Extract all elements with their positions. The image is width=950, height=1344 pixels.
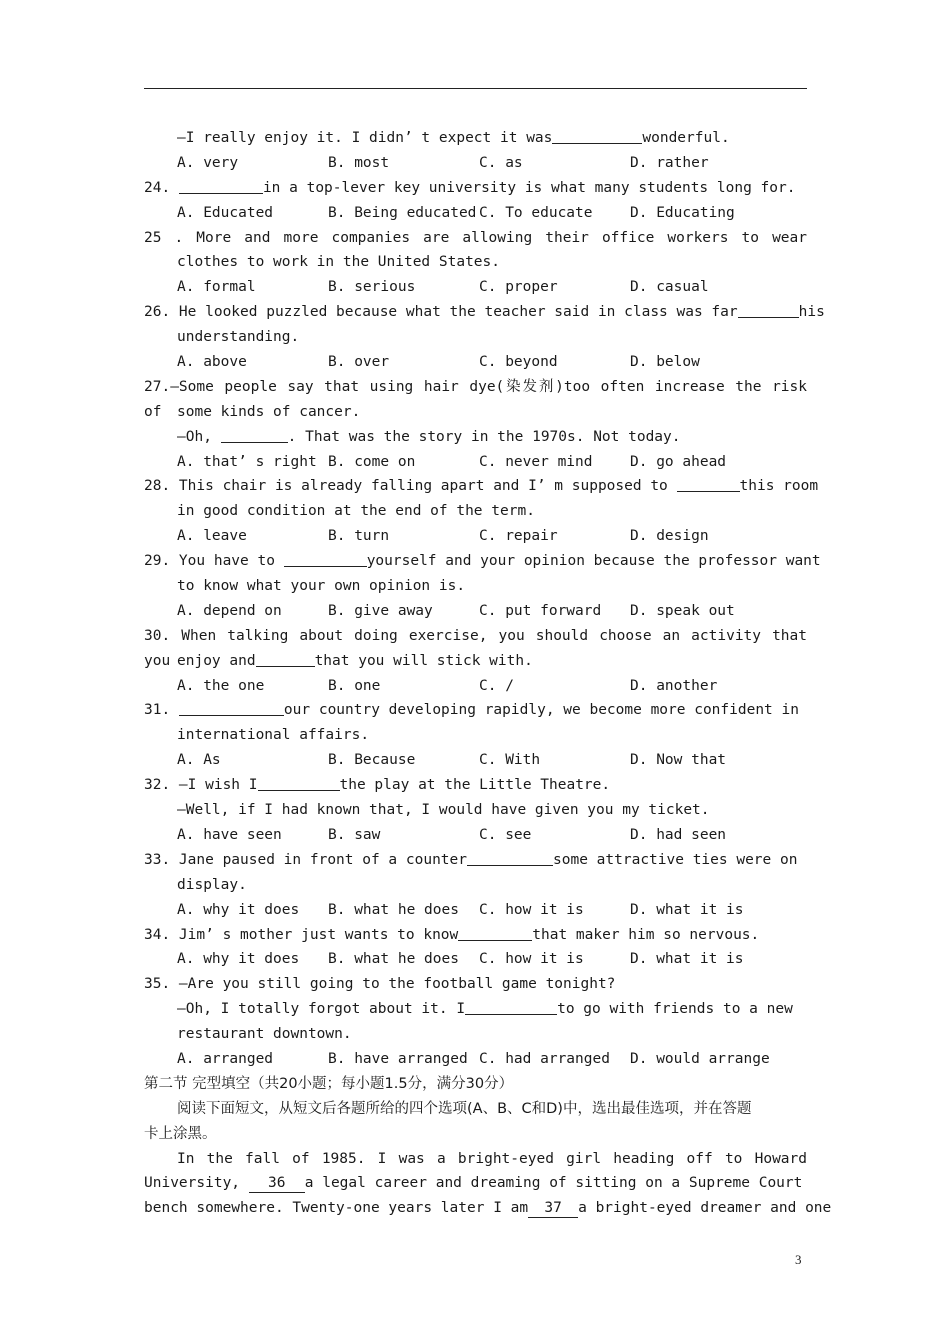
q26-option-b: B. over: [328, 354, 390, 371]
q26-option-d: D. below: [630, 354, 700, 371]
q32-options: [144, 823, 807, 848]
passage-line3: [144, 1196, 832, 1221]
q29-blank: [284, 551, 367, 567]
q30-option-a: A. the one: [177, 677, 265, 694]
q33-option-b: B. what he does: [328, 901, 459, 918]
q35-stem-line3: restaurant downtown.: [177, 1026, 352, 1043]
q35-options: [144, 1047, 807, 1072]
blank-36: 36: [249, 1174, 305, 1193]
q29-text-b: yourself and your opinion because the professor want: [366, 553, 821, 570]
q32-blank: [258, 775, 340, 791]
q23-blank: [552, 128, 642, 144]
passage-line1: In the fall of 1985. I was a bright-eyed girl heading off to Howard: [177, 1150, 807, 1167]
q32-stem-line2: —Well, if I had known that, I would have given you my ticket.: [177, 802, 710, 819]
q27-stem-line2: some kinds of cancer.: [177, 403, 361, 420]
q31-text-a: 31.: [144, 702, 179, 719]
q32-option-c: C. see: [479, 826, 532, 843]
q28-stem-line1: [144, 474, 819, 499]
passage-line2: [144, 1171, 807, 1196]
q34-option-c: C. how it is: [479, 951, 584, 968]
q33-blank: [467, 850, 553, 866]
q30-text-b: that you will stick with.: [314, 652, 533, 669]
section2-instruction-line2: 卡上涂黑。: [144, 1125, 217, 1142]
q25-option-c: C. proper: [479, 279, 558, 296]
q25-stem-line1: 25 . More and more companies are allowing their office workers to wear: [144, 229, 807, 246]
q27-text-a: —Oh,: [177, 428, 221, 445]
q31-option-c: C. With: [479, 752, 541, 769]
q33-stem-line1: [144, 848, 807, 873]
q27-option-d: D. go ahead: [630, 453, 727, 470]
q33-text-b: some attractive ties were on: [553, 851, 798, 868]
q27-options: [144, 450, 807, 475]
q35-blank: [465, 999, 557, 1015]
q25-option-b: B. serious: [328, 279, 416, 296]
q33-text-a: 33. Jane paused in front of a counter: [144, 851, 468, 868]
q24-option-d: D. Educating: [630, 204, 735, 221]
q32-option-d: D. had seen: [630, 826, 727, 843]
q26-blank: [738, 302, 799, 318]
q26-stem-line2: understanding.: [177, 329, 300, 346]
q23-option-b: B. most: [328, 154, 390, 171]
q26-option-a: A. above: [177, 354, 247, 371]
section2-instruction-line1: 阅读下面短文，从短文后各题所给的四个选项(A、B、C和D)中，选出最佳选项，并在答题: [177, 1100, 752, 1117]
q25-stem-line2: clothes to work in the United States.: [177, 254, 501, 271]
q34-stem-line1: [144, 923, 807, 948]
q31-stem-line1: [144, 698, 807, 723]
q28-blank: [677, 476, 740, 492]
q35-option-d: D. would arrange: [630, 1050, 770, 1067]
q23-option-d: D. rather: [630, 154, 709, 171]
q33-option-c: C. how it is: [479, 901, 584, 918]
q27-stem-line3: [144, 425, 807, 450]
q29-option-d: D. speak out: [630, 602, 735, 619]
q24-option-a: A. Educated: [177, 204, 274, 221]
q30-stem-line2: [144, 649, 807, 674]
q32-text-a: 32. —I wish I: [144, 777, 258, 794]
q32-option-b: B. saw: [328, 826, 381, 843]
q25-options: [144, 275, 807, 300]
q32-stem-line1: [144, 773, 807, 798]
q30-options: [144, 674, 807, 699]
blank-37: 37: [528, 1199, 578, 1218]
q31-option-d: D. Now that: [630, 752, 727, 769]
q26-text-a: 26. He looked puzzled because what the teacher said in class was far: [144, 304, 738, 321]
passage-text-d: a bright-eyed dreamer and one: [578, 1200, 832, 1217]
q24-stem: [144, 176, 807, 201]
passage-text-b: a legal career and dreaming of sitting on a Supreme Court: [304, 1175, 803, 1192]
q26-text-b: his: [798, 304, 825, 321]
q29-stem-line2: to know what your own opinion is.: [177, 578, 466, 595]
q28-text-a: 28. This chair is already falling apart and I’ m supposed to: [144, 478, 677, 495]
q24-number: 24.: [144, 179, 171, 196]
q33-stem-line2: display.: [177, 876, 247, 893]
q27-blank: [221, 427, 288, 443]
q23-options: [144, 151, 807, 176]
q33-options: [144, 898, 807, 923]
q32-text-b: the play at the Little Theatre.: [339, 777, 611, 794]
q30-stem-line1: 30. When talking about doing exercise, you should choose an activity that you: [144, 627, 807, 669]
q34-text-a: 34. Jim’ s mother just wants to know: [144, 926, 459, 943]
section2-heading: 第二节 完型填空（共20小题；每小题1.5分，满分30分）: [144, 1075, 514, 1092]
q29-stem-line1: [144, 549, 821, 574]
q35-text-a: —Oh, I totally forgot about it. I: [177, 1001, 466, 1018]
q34-option-a: A. why it does: [177, 951, 300, 968]
q30-option-d: D. another: [630, 677, 718, 694]
page-number: 3: [795, 1252, 802, 1267]
q24-text: in a top-lever key university is what many students long for.: [262, 179, 796, 196]
q30-text-a: enjoy and: [177, 652, 256, 669]
q34-options: [144, 947, 807, 972]
q30-option-c: C. /: [479, 677, 514, 694]
q29-text-a: 29. You have to: [144, 553, 284, 570]
q31-text-b: our country developing rapidly, we become more confident in: [283, 702, 799, 719]
q34-text-b: that maker him so nervous.: [532, 926, 760, 943]
q31-option-b: B. Because: [328, 752, 416, 769]
q33-option-a: A. why it does: [177, 901, 300, 918]
q28-option-c: C. repair: [479, 528, 558, 545]
q26-option-c: C. beyond: [479, 354, 558, 371]
q31-stem-line2: international affairs.: [177, 727, 370, 744]
q32-option-a: A. have seen: [177, 826, 282, 843]
q30-blank: [256, 651, 315, 667]
q28-option-b: B. turn: [328, 528, 390, 545]
header-rule: [144, 88, 807, 89]
q27-option-a: A. that’ s right: [177, 453, 317, 470]
q34-option-b: B. what he does: [328, 951, 459, 968]
q31-option-a: A. As: [177, 752, 221, 769]
q27-text-b: . That was the story in the 1970s. Not today.: [287, 428, 681, 445]
q35-option-a: A. arranged: [177, 1050, 274, 1067]
q25-option-d: D. casual: [630, 279, 709, 296]
q27-stem-line1: 27.—Some people say that using hair dye(染发剂)too often increase the risk of: [144, 378, 807, 420]
passage-text-c: bench somewhere. Twenty-one years later I am: [144, 1200, 529, 1217]
q35-text-b: to go with friends to a new: [557, 1001, 793, 1018]
q31-options: [144, 748, 807, 773]
q27-option-b: B. come on: [328, 453, 416, 470]
q28-option-a: A. leave: [177, 528, 247, 545]
q23-option-c: C. as: [479, 154, 523, 171]
q29-option-c: C. put forward: [479, 602, 602, 619]
q29-option-b: B. give away: [328, 602, 433, 619]
q28-text-b: this room: [739, 478, 819, 495]
q24-options: [144, 201, 807, 226]
q24-blank: [179, 178, 263, 194]
q23-option-a: A. very: [177, 154, 239, 171]
q28-options: [144, 524, 807, 549]
q34-blank: [458, 925, 532, 941]
q26-options: [144, 350, 807, 375]
q26-stem-line1: [144, 300, 825, 325]
q25-option-a: A. formal: [177, 279, 256, 296]
q34-option-d: D. what it is: [630, 951, 744, 968]
exam-page-content: [144, 126, 832, 1221]
q24-option-c: C. To educate: [479, 204, 593, 221]
q35-stem-line2: [144, 997, 807, 1022]
q35-stem-line1: 35. —Are you still going to the football game tonight?: [144, 976, 616, 993]
q27-option-c: C. never mind: [479, 453, 593, 470]
q28-option-d: D. design: [630, 528, 709, 545]
passage-text-a: University,: [144, 1175, 249, 1192]
q23-dialog-line: [144, 126, 807, 151]
q33-option-d: D. what it is: [630, 901, 744, 918]
q35-option-c: C. had arranged: [479, 1050, 610, 1067]
q31-blank: [179, 700, 284, 716]
q29-options: [144, 599, 807, 624]
q23-text-a: —I really enjoy it. I didn’ t expect it was: [177, 130, 553, 146]
q35-option-b: B. have arranged: [328, 1050, 468, 1067]
q30-option-b: B. one: [328, 677, 381, 694]
q24-option-b: B. Being educated: [328, 204, 477, 221]
q28-stem-line2: in good condition at the end of the term.: [177, 503, 535, 520]
q23-text-b: wonderful.: [642, 130, 730, 146]
q29-option-a: A. depend on: [177, 602, 282, 619]
